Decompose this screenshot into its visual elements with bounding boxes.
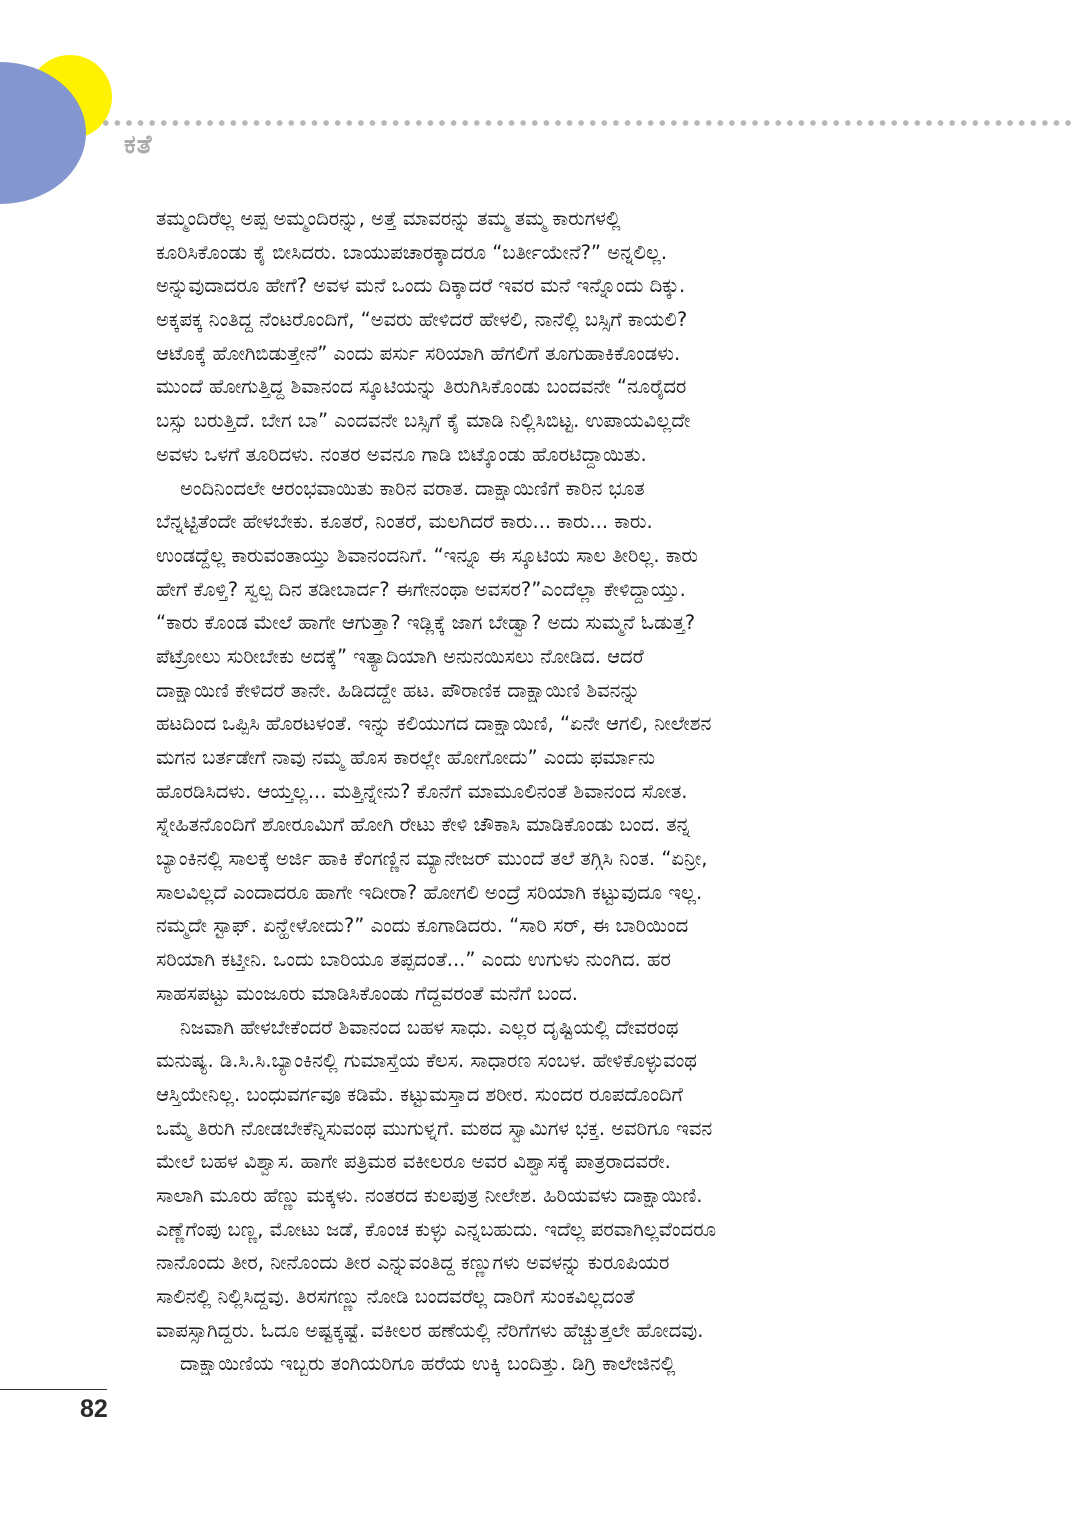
text-line: ಮೇಲೆ ಬಹಳ ವಿಶ್ವಾಸ. ಹಾಗೇ ಪತ್ರಿಮಠ ವಕೀಲರೂ ಅವರ ವಿಶ್ವಾಸಕ್ಕೆ ಪಾತ್ರರಾದವರೇ. xyxy=(156,1150,671,1174)
text-line: ಉಂಡದ್ದೆಲ್ಲ ಕಾರುವಂತಾಯ್ತು ಶಿವಾನಂದನಿಗೆ. “ಇನ್ನೂ ಈ ಸ್ಕೂಟಿಯ ಸಾಲ ತೀರಿಲ್ಲ. ಕಾರು xyxy=(156,543,698,567)
text-line: ಒಮ್ಮೆ ತಿರುಗಿ ನೋಡಬೇಕೆನ್ನಿಸುವಂಥ ಮುಗುಳ್ನಗೆ. ಮಠದ ಸ್ವಾಮಿಗಳ ಭಕ್ತ. ಅವರಿಗೂ ಇವನ xyxy=(156,1116,713,1140)
text-line: ಆಟೊಕ್ಕೆ ಹೋಗಿಬಿಡುತ್ತೇನೆ” ಎಂದು ಪರ್ಸು ಸರಿಯಾಗಿ ಹೆಗಲಿಗೆ ತೂಗುಹಾಕಿಕೊಂಡಳು. xyxy=(156,341,681,365)
text-line: ಸ್ನೇಹಿತನೊಂದಿಗೆ ಶೋರೂಮಿಗೆ ಹೋಗಿ ರೇಟು ಕೇಳಿ ಚೌಕಾಸಿ ಮಾಡಿಕೊಂಡು ಬಂದ. ತನ್ನ xyxy=(156,813,691,837)
text-line: ಪೆಟ್ರೋಲು ಸುರೀಬೇಕು ಅದಕ್ಕೆ” ಇತ್ಯಾದಿಯಾಗಿ ಅನುನಯಿಸಲು ನೋಡಿದ. ಆದರೆ xyxy=(156,644,644,668)
text-line: ಬಸ್ಸು ಬರುತ್ತಿದೆ. ಬೇಗ ಬಾ” ಎಂದವನೇ ಬಸ್ಸಿಗೆ ಕೈ ಮಾಡಿ ನಿಲ್ಲಿಸಿಬಿಟ್ಟ. ಉಪಾಯವಿಲ್ಲದೇ xyxy=(156,409,691,433)
text-line: ನಾನೊಂದು ತೀರ, ನೀನೊಂದು ತೀರ ಎನ್ನುವಂತಿದ್ದ ಕಣ್ಣುಗಳು ಅವಳನ್ನು ಕುರೂಪಿಯರ xyxy=(156,1251,670,1275)
text-line: ಮುಂದೆ ಹೋಗುತ್ತಿದ್ದ ಶಿವಾನಂದ ಸ್ಕೂಟಿಯನ್ನು ತಿರುಗಿಸಿಕೊಂಡು ಬಂದವನೇ “ನೂರೈದರ xyxy=(156,375,687,399)
text-line: ತಮ್ಮಂದಿರೆಲ್ಲ ಅಪ್ಪ ಅಮ್ಮಂದಿರನ್ನು, ಅತ್ತೆ ಮಾವರನ್ನು ತಮ್ಮ ತಮ್ಮ ಕಾರುಗಳಲ್ಲಿ xyxy=(156,207,621,230)
text-line: ಎಣ್ಣೆಗೆಂಪು ಬಣ್ಣ, ಮೋಟು ಜಡೆ, ಕೊಂಚ ಕುಳ್ಳು ಎನ್ನಬಹುದು. ಇದೆಲ್ಲ ಪರವಾಗಿಲ್ಲವೆಂದರೂ xyxy=(156,1217,717,1241)
text-line: ದಾಕ್ಷಾಯಿಣಿ ಕೇಳಿದರೆ ತಾನೇ. ಹಿಡಿದದ್ದೇ ಹಟ. ಪೌರಾಣಿಕ ದಾಕ್ಷಾಯಿಣಿ ಶಿವನನ್ನು xyxy=(156,678,641,702)
text-line: ಅಂದಿನಿಂದಲೇ ಆರಂಭವಾಯಿತು ಕಾರಿನ ವರಾತ. ದಾಕ್ಷಾಯಿಣಿಗೆ ಕಾರಿನ ಭೂತ xyxy=(180,476,645,500)
text-line: ಹಟದಿಂದ ಒಪ್ಪಿಸಿ ಹೊರಟಳಂತೆ. ಇನ್ನು ಕಲಿಯುಗದ ದಾಕ್ಷಾಯಿಣಿ, “ಏನೇ ಆಗಲಿ, ನೀಲೇಶನ xyxy=(156,712,712,736)
text-line: ಅಕ್ಕಪಕ್ಕ ನಿಂತಿದ್ದ ನೆಂಟರೊಂದಿಗೆ, “ಅವರು ಹೇಳಿದರೆ ಹೇಳಲಿ, ನಾನೆಲ್ಲಿ ಬಸ್ಸಿಗೆ ಕಾಯಲಿ? xyxy=(156,308,688,332)
text-line: ಹೊರಡಿಸಿದಳು. ಆಯ್ತಲ್ಲ... ಮತ್ತಿನ್ನೇನು? ಕೊನೆಗೆ ಮಾಮೂಲಿನಂತೆ ಶಿವಾನಂದ ಸೋತ. xyxy=(156,779,688,803)
text-line: ಅನ್ನುವುದಾದರೂ ಹೇಗೆ? ಅವಳ ಮನೆ ಒಂದು ದಿಕ್ಕಾದರೆ ಇವರ ಮನೆ ಇನ್ನೊಂದು ದಿಕ್ಕು. xyxy=(156,274,686,298)
text-line: ದಾಕ್ಷಾಯಿಣಿಯ ಇಬ್ಬರು ತಂಗಿಯರಿಗೂ ಹರೆಯ ಉಕ್ಕಿ ಬಂದಿತ್ತು. ಡಿಗ್ರಿ ಕಾಲೇಜಿನಲ್ಲಿ xyxy=(180,1352,676,1376)
footer-rule xyxy=(0,1389,107,1390)
text-line: ಅವಳು ಒಳಗೆ ತೂರಿದಳು. ನಂತರ ಅವನೂ ಗಾಡಿ ಬಿಟ್ಕೊಂಡು ಹೊರಟಿದ್ದಾಯಿತು. xyxy=(156,442,647,466)
text-line: ಬೆನ್ನಟ್ಟಿತೆಂದೇ ಹೇಳಬೇಕು. ಕೂತರೆ, ನಿಂತರೆ, ಮಲಗಿದರೆ ಕಾರು... ಕಾರು... ಕಾರು. xyxy=(156,510,653,534)
text-line: ಸಾಲಾಗಿ ಮೂರು ಹೆಣ್ಣು ಮಕ್ಕಳು. ನಂತರದ ಕುಲಪುತ್ರ ನೀಲೇಶ. ಹಿರಿಯವಳು ದಾಕ್ಷಾಯಿಣಿ. xyxy=(156,1183,703,1207)
text-line: ಮಗನ ಬರ್ತಡೇಗೆ ನಾವು ನಮ್ಮ ಹೊಸ ಕಾರಲ್ಲೇ ಹೋಗೋದು” ಎಂದು ಫರ್ಮಾನು xyxy=(156,746,656,769)
text-line: ಸಾಹಸಪಟ್ಟು ಮಂಜೂರು ಮಾಡಿಸಿಕೊಂಡು ಗೆದ್ದವರಂತೆ ಮನೆಗೆ ಬಂದ. xyxy=(156,981,578,1005)
text-line: ಹೇಗೆ ಕೊಳ್ತಿ? ಸ್ವಲ್ಪ ದಿನ ತಡೀಬಾರ್ದ? ಈಗೇನಂಥಾ ಅವಸರ?”ಎಂದೆಲ್ಲಾ ಕೇಳಿದ್ದಾಯ್ತು. xyxy=(156,577,686,601)
text-line: “ಕಾರು ಕೊಂಡ ಮೇಲೆ ಹಾಗೇ ಆಗುತ್ತಾ? ಇಡ್ಲಿಕ್ಕೆ ಜಾಗ ಬೇಡ್ವಾ? ಅದು ಸುಮ್ಮನೆ ಓಡುತ್ತ? xyxy=(156,611,696,635)
story-text xyxy=(156,202,908,1381)
text-line: ನಮ್ಮದೇ ಸ್ಟಾಫ್. ಏನ್ಹೇಳೋದು?” ಎಂದು ಕೂಗಾಡಿದರು. “ಸಾರಿ ಸರ್, ಈ ಬಾರಿಯಿಂದ xyxy=(156,914,689,938)
dotted-divider xyxy=(100,120,1072,126)
text-line: ಸಾಲವಿಲ್ಲದೆ ಎಂದಾದರೂ ಹಾಗೇ ಇದೀರಾ? ಹೋಗಲಿ ಅಂದ್ರೆ ಸರಿಯಾಗಿ ಕಟ್ಟುವುದೂ ಇಲ್ಲ. xyxy=(156,880,703,904)
text-line: ಆಸ್ತಿಯೇನಿಲ್ಲ. ಬಂಧುವರ್ಗವೂ ಕಡಿಮೆ. ಕಟ್ಟುಮಸ್ತಾದ ಶರೀರ. ಸುಂದರ ರೂಪದೊಂದಿಗೆ xyxy=(156,1082,683,1106)
text-line: ಸಾಲಿನಲ್ಲಿ ನಿಲ್ಲಿಸಿದ್ದವು. ತಿರಸಗಣ್ಣು ನೋಡಿ ಬಂದವರೆಲ್ಲ ದಾರಿಗೆ ಸುಂಕವಿಲ್ಲದಂತೆ xyxy=(156,1285,635,1308)
text-line: ಸರಿಯಾಗಿ ಕಟ್ತೀನಿ. ಒಂದು ಬಾರಿಯೂ ತಪ್ಪದಂತೆ...” ಎಂದು ಉಗುಳು ನುಂಗಿದ. ಹರ xyxy=(156,948,671,972)
text-line: ಮನುಷ್ಯ. ಡಿ.ಸಿ.ಸಿ.ಬ್ಯಾಂಕಿನಲ್ಲಿ ಗುಮಾಸ್ತೆಯ ಕೆಲಸ. ಸಾಧಾರಣ ಸಂಬಳ. ಹೇಳಿಕೊಳ್ಳುವಂಥ xyxy=(156,1049,697,1073)
text-line: ಬ್ಯಾಂಕಿನಲ್ಲಿ ಸಾಲಕ್ಕೆ ಅರ್ಜಿ ಹಾಕಿ ಕೆಂಗಣ್ಣಿನ ಮ್ಯಾನೇಜರ್ ಮುಂದೆ ತಲೆ ತಗ್ಗಿಸಿ ನಿಂತ. “ಏನ್ರೀ, xyxy=(156,847,708,871)
page-number: 82 xyxy=(80,1395,108,1423)
text-line: ವಾಪಸ್ಸಾಗಿದ್ದರು. ಓದೂ ಅಷ್ಟಕ್ಕಷ್ಟೆ. ವಕೀಲರ ಹಣೆಯಲ್ಲಿ ನೆರಿಗೆಗಳು ಹೆಚ್ಚುತ್ತಲೇ ಹೋದವು. xyxy=(156,1318,704,1342)
section-title: ಕತೆ xyxy=(124,130,153,160)
text-line: ನಿಜವಾಗಿ ಹೇಳಬೇಕೆಂದರೆ ಶಿವಾನಂದ ಬಹಳ ಸಾಧು. ಎಲ್ಲರ ದೃಷ್ಟಿಯಲ್ಲಿ ದೇವರಂಥ xyxy=(180,1015,679,1039)
text-line: ಕೂರಿಸಿಕೊಂಡು ಕೈ ಬೀಸಿದರು. ಬಾಯುಪಚಾರಕ್ಕಾದರೂ “ಬರ್ತೀಯೇನೆ?” ಅನ್ನಲಿಲ್ಲ. xyxy=(156,240,668,264)
